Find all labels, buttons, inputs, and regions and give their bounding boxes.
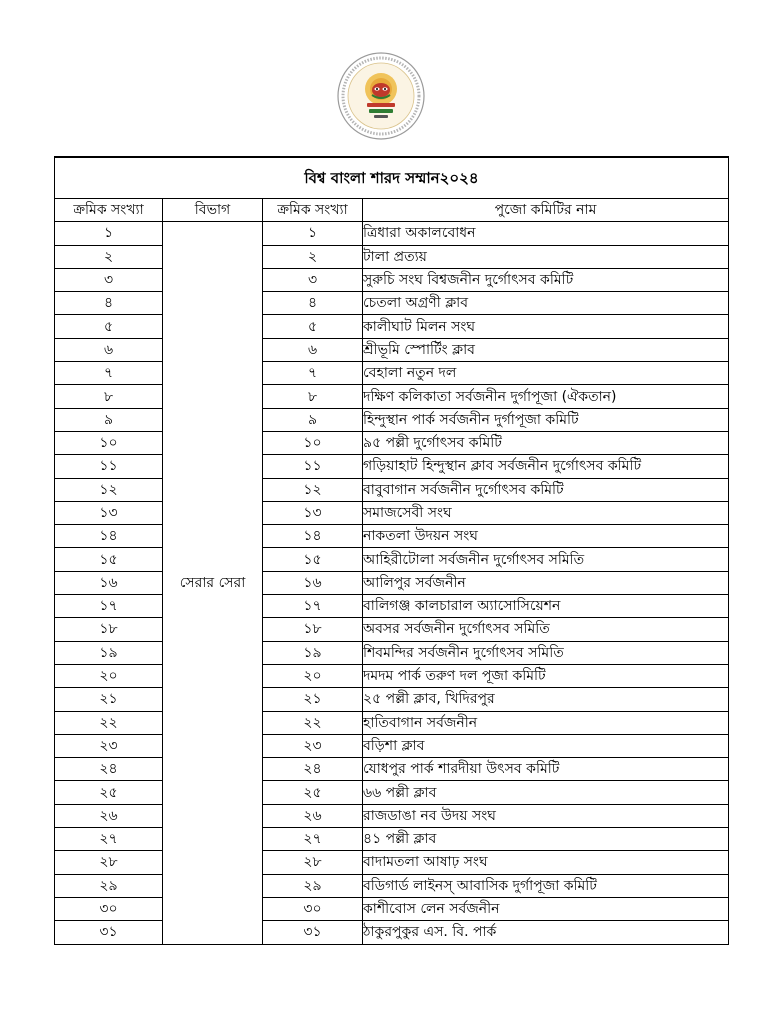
serial-cell: ২২ <box>55 711 163 734</box>
table-row <box>55 338 729 361</box>
serial-cell: ১০ <box>55 431 163 454</box>
table-title: বিশ্ব বাংলা শারদ সম্মান২০২৪ <box>55 157 729 199</box>
committee-name-cell: ঠাকুরপুকুর এস. বি. পার্ক <box>363 921 729 944</box>
table-row <box>55 804 729 827</box>
serial-cell: ৩০ <box>55 897 163 920</box>
table-row <box>55 431 729 454</box>
committee-name-cell: বাবুবাগান সর্বজনীন দুর্গোৎসব কমিটি <box>363 478 729 501</box>
serial-cell: ১ <box>55 222 163 245</box>
sub-serial-cell: ৬ <box>263 338 363 361</box>
table-row <box>55 758 729 781</box>
header-category: বিভাগ <box>163 199 263 222</box>
sub-serial-cell: ৪ <box>263 292 363 315</box>
committee-name-cell: হাতিবাগান সর্বজনীন <box>363 711 729 734</box>
serial-cell: ৮ <box>55 385 163 408</box>
sub-serial-cell: ২৬ <box>263 804 363 827</box>
category-cell: সেরার সেরা <box>163 222 263 944</box>
table-row <box>55 385 729 408</box>
serial-cell: ৪ <box>55 292 163 315</box>
serial-cell: ১১ <box>55 455 163 478</box>
award-logo <box>336 51 426 141</box>
serial-cell: ১৮ <box>55 618 163 641</box>
committee-name-cell: বডিগার্ড লাইনস্ আবাসিক দুর্গাপূজা কমিটি <box>363 874 729 897</box>
header-sub-serial: ক্রমিক সংখ্যা <box>263 199 363 222</box>
sub-serial-cell: ৭ <box>263 362 363 385</box>
sub-serial-cell: ২১ <box>263 688 363 711</box>
table-row <box>55 292 729 315</box>
sub-serial-cell: ২৫ <box>263 781 363 804</box>
sub-serial-cell: ২ <box>263 245 363 268</box>
table-row <box>55 595 729 618</box>
committee-name-cell: আলিপুর সর্বজনীন <box>363 571 729 594</box>
serial-cell: ২৮ <box>55 851 163 874</box>
committee-name-cell: অবসর সর্বজনীন দুর্গোৎসব সমিতি <box>363 618 729 641</box>
table-header-row <box>55 199 729 222</box>
sub-serial-cell: ১৯ <box>263 641 363 664</box>
committee-name-cell: ৪১ পল্লী ক্লাব <box>363 828 729 851</box>
committee-name-cell: বালিগঞ্জ কালচারাল অ্যাসোসিয়েশন <box>363 595 729 618</box>
serial-cell: ২১ <box>55 688 163 711</box>
table-row <box>55 897 729 920</box>
committee-name-cell: আহিরীটোলা সর্বজনীন দুর্গোৎসব সমিতি <box>363 548 729 571</box>
sub-serial-cell: ১ <box>263 222 363 245</box>
serial-cell: ৬ <box>55 338 163 361</box>
sub-serial-cell: ২৩ <box>263 734 363 757</box>
sub-serial-cell: ৩১ <box>263 921 363 944</box>
sub-serial-cell: ১৪ <box>263 525 363 548</box>
committee-name-cell: বড়িশা ক্লাব <box>363 734 729 757</box>
serial-cell: ৩১ <box>55 921 163 944</box>
serial-cell: ১৩ <box>55 501 163 524</box>
header-serial: ক্রমিক সংখ্যা <box>55 199 163 222</box>
table-row <box>55 315 729 338</box>
table-row <box>55 408 729 431</box>
awards-table <box>54 156 729 945</box>
serial-cell: ১৯ <box>55 641 163 664</box>
table-row <box>55 455 729 478</box>
award-seal-icon <box>336 51 426 141</box>
serial-cell: ৫ <box>55 315 163 338</box>
serial-cell: ১৭ <box>55 595 163 618</box>
table-row <box>55 245 729 268</box>
table-body <box>55 222 729 944</box>
serial-cell: ২৬ <box>55 804 163 827</box>
committee-name-cell: দমদম পার্ক তরুণ দল পূজা কমিটি <box>363 664 729 687</box>
committee-name-cell: শিবমন্দির সর্বজনীন দুর্গোৎসব সমিতি <box>363 641 729 664</box>
serial-cell: ২৭ <box>55 828 163 851</box>
committee-name-cell: ৯৫ পল্লী দুর্গোৎসব কমিটি <box>363 431 729 454</box>
committee-name-cell: বেহালা নতুন দল <box>363 362 729 385</box>
table-row <box>55 641 729 664</box>
table-row <box>55 921 729 944</box>
sub-serial-cell: ২০ <box>263 664 363 687</box>
committee-name-cell: রাজডাঙা নব উদয় সংঘ <box>363 804 729 827</box>
goddess-face-icon <box>372 83 390 98</box>
committee-name-cell: শ্রীভূমি স্পোর্টিং ক্লাব <box>363 338 729 361</box>
sub-serial-cell: ১৩ <box>263 501 363 524</box>
serial-cell: ১৪ <box>55 525 163 548</box>
table-row <box>55 688 729 711</box>
table-row <box>55 362 729 385</box>
table-title-row <box>55 157 729 199</box>
table-row <box>55 874 729 897</box>
serial-cell: ২০ <box>55 664 163 687</box>
sub-serial-cell: ২৯ <box>263 874 363 897</box>
serial-cell: ১২ <box>55 478 163 501</box>
sub-serial-cell: ১৫ <box>263 548 363 571</box>
sub-serial-cell: ১৮ <box>263 618 363 641</box>
serial-cell: ৭ <box>55 362 163 385</box>
sub-serial-cell: ৩০ <box>263 897 363 920</box>
serial-cell: ২৩ <box>55 734 163 757</box>
table-row <box>55 734 729 757</box>
table-row <box>55 571 729 594</box>
table-row <box>55 851 729 874</box>
sub-serial-cell: ২২ <box>263 711 363 734</box>
committee-name-cell: কাশীবোস লেন সর্বজনীন <box>363 897 729 920</box>
sub-serial-cell: ১২ <box>263 478 363 501</box>
table-row <box>55 268 729 291</box>
committee-name-cell: বাদামতলা আষাঢ় সংঘ <box>363 851 729 874</box>
committee-name-cell: যোধপুর পার্ক শারদীয়া উৎসব কমিটি <box>363 758 729 781</box>
sub-serial-cell: ১১ <box>263 455 363 478</box>
committee-name-cell: টালা প্রত্যয় <box>363 245 729 268</box>
committee-name-cell: দক্ষিণ কলিকাতা সর্বজনীন দুর্গাপূজা (ঐকতান) <box>363 385 729 408</box>
serial-cell: ৩ <box>55 268 163 291</box>
committee-name-cell: ৬৬ পল্লী ক্লাব <box>363 781 729 804</box>
committee-name-cell: সুরুচি সংঘ বিশ্বজনীন দুর্গোৎসব কমিটি <box>363 268 729 291</box>
committee-name-cell: ২৫ পল্লী ক্লাব, খিদিরপুর <box>363 688 729 711</box>
sub-serial-cell: ৫ <box>263 315 363 338</box>
serial-cell: ৯ <box>55 408 163 431</box>
table-row <box>55 828 729 851</box>
serial-cell: ২৫ <box>55 781 163 804</box>
sub-serial-cell: ১৬ <box>263 571 363 594</box>
table-row <box>55 525 729 548</box>
sub-serial-cell: ১৭ <box>263 595 363 618</box>
sub-serial-cell: ৩ <box>263 268 363 291</box>
committee-name-cell: সমাজসেবী সংঘ <box>363 501 729 524</box>
sub-serial-cell: ১০ <box>263 431 363 454</box>
table-row <box>55 548 729 571</box>
committee-name-cell: চেতলা অগ্রণী ক্লাব <box>363 292 729 315</box>
sub-serial-cell: ৯ <box>263 408 363 431</box>
sub-serial-cell: ৮ <box>263 385 363 408</box>
committee-name-cell: হিন্দুস্থান পার্ক সর্বজনীন দুর্গাপূজা কমিটি <box>363 408 729 431</box>
committee-name-cell: কালীঘাট মিলন সংঘ <box>363 315 729 338</box>
serial-cell: ২৪ <box>55 758 163 781</box>
table-row <box>55 664 729 687</box>
table-row <box>55 781 729 804</box>
table-row <box>55 478 729 501</box>
serial-cell: ২ <box>55 245 163 268</box>
committee-name-cell: গড়িয়াহাট হিন্দুস্থান ক্লাব সর্বজনীন দুর্গোৎসব কমিটি <box>363 455 729 478</box>
header-committee-name: পুজো কমিটির নাম <box>363 199 729 222</box>
sub-serial-cell: ২৭ <box>263 828 363 851</box>
sub-serial-cell: ২৪ <box>263 758 363 781</box>
serial-cell: ১৫ <box>55 548 163 571</box>
table-row <box>55 501 729 524</box>
table-row <box>55 222 729 245</box>
serial-cell: ১৬ <box>55 571 163 594</box>
committee-name-cell: নাকতলা উদয়ন সংঘ <box>363 525 729 548</box>
serial-cell: ২৯ <box>55 874 163 897</box>
table-row <box>55 618 729 641</box>
table-row <box>55 711 729 734</box>
committee-name-cell: ত্রিধারা অকালবোধন <box>363 222 729 245</box>
sub-serial-cell: ২৮ <box>263 851 363 874</box>
